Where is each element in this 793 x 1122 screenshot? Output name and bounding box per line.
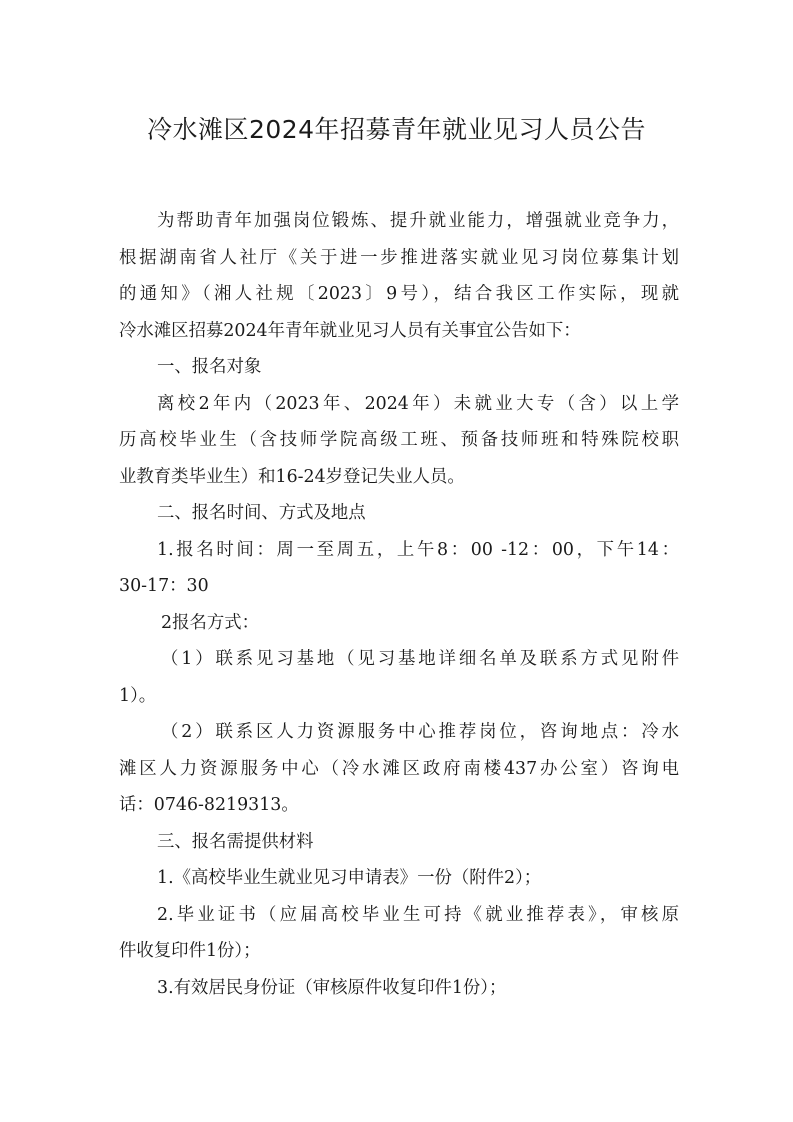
paragraph-line: 30-17：30 <box>119 576 209 596</box>
paragraph-line: 离校2年内（2023年、2024年）未就业大专（含）以上学 <box>157 393 679 414</box>
list-item: 1.《高校毕业生就业见习申请表》一份（附件2）； <box>157 868 542 888</box>
list-item: 2.毕业证书（应届高校毕业生可持《就业推荐表》，审核原 <box>157 904 679 925</box>
paragraph-line: 为帮助青年加强岗位锻炼、提升就业能力，增强就业竞争力， <box>157 211 679 231</box>
list-item: 3.有效居民身份证（审核原件收复印件1份）； <box>157 977 507 998</box>
paragraph-line: 历高校毕业生（含技师学院高级工班、预备技师班和特殊院校职 <box>119 430 679 450</box>
paragraph-line: （1）联系见习基地（见习基地详细名单及联系方式见附件 <box>161 649 679 669</box>
section-heading: 二、报名时间、方式及地点 <box>157 503 366 523</box>
paragraph-line: 根据湖南省人社厅《关于进一步推进落实就业见习岗位募集计划 <box>119 247 679 268</box>
section-heading: 一、报名对象 <box>157 357 262 377</box>
list-item-continuation: 件收复印件1份）； <box>119 941 261 961</box>
paragraph-line: 的通知》（湘人社规〔2023〕9号），结合我区工作实际，现就 <box>119 284 679 304</box>
section-heading: 三、报名需提供材料 <box>157 831 314 852</box>
document-body <box>119 203 679 1006</box>
paragraph-line: 1.报名时间：周一至周五，上午8：00 -12：00，下午14： <box>157 539 679 560</box>
document-title: 冷水滩区2024年招募青年就业见习人员公告 <box>146 115 647 144</box>
paragraph-line: 滩区人力资源服务中心（冷水滩区政府南楼437办公室）咨询电 <box>119 758 679 779</box>
paragraph-line: 话：0746-8219313。 <box>119 795 299 815</box>
paragraph-line: 1）。 <box>119 685 157 706</box>
paragraph-line: 业教育类毕业生）和16-24岁登记失业人员。 <box>119 466 465 487</box>
paragraph-line: 2报名方式： <box>161 612 260 633</box>
paragraph-line: （2）联系区人力资源服务中心推荐岗位，咨询地点：冷水 <box>161 722 679 742</box>
paragraph-line: 冷水滩区招募2024年青年就业见习人员有关事宜公告如下： <box>119 320 581 341</box>
